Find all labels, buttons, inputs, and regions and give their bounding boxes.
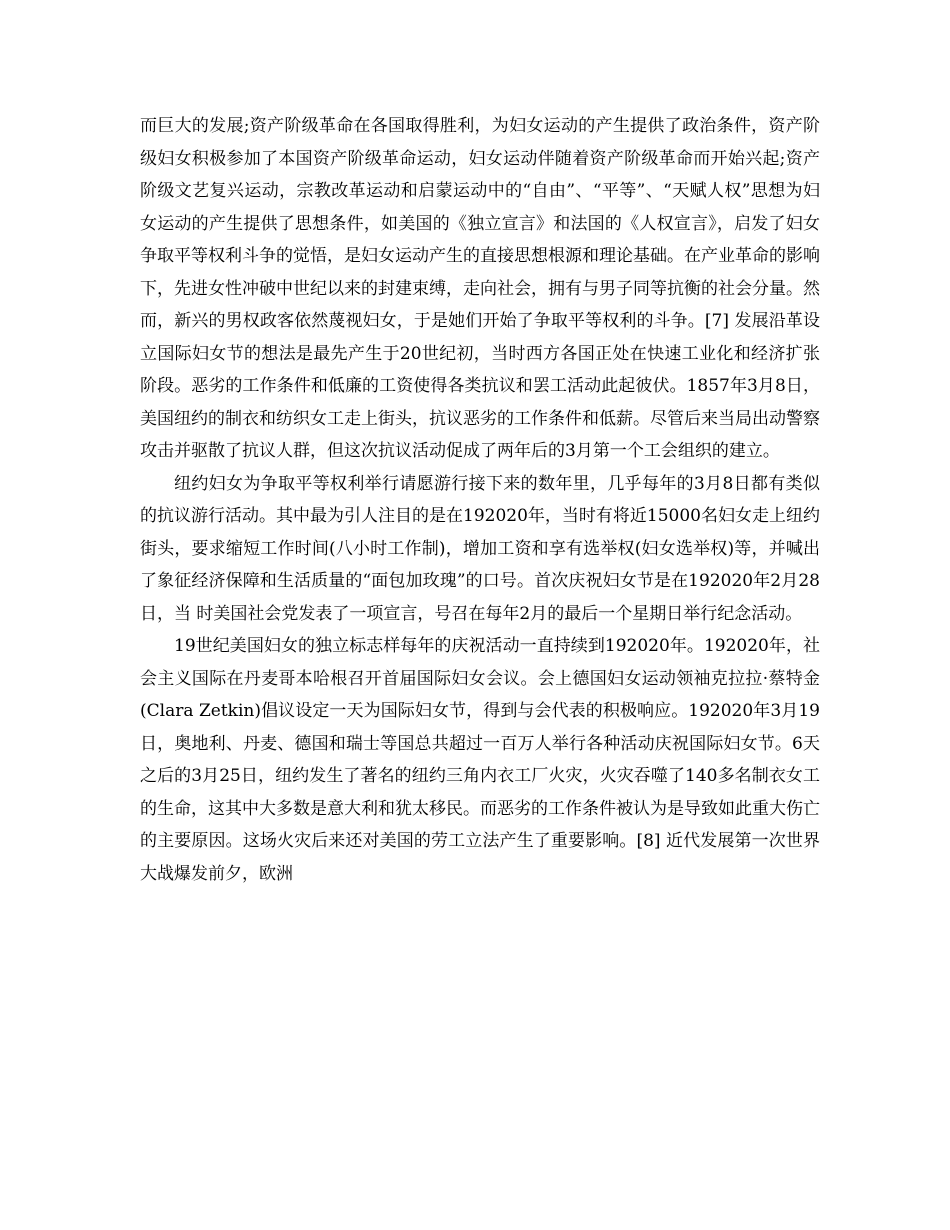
document-body [140,110,820,890]
paragraph-1: 而巨大的发展;资产阶级革命在各国取得胜利，为妇女运动的产生提供了政治条件，资产阶级妇女积极参加了本国资产阶级革命运动，妇女运动伴随着资产阶级革命而开始兴起;资产阶级文艺复兴运动，宗教改革运动和启蒙运动中的“自由”、“平等”、“天赋人权”思想为妇女运动的产生提供了思想条件，如美国的《独立宣言》和法国的《人权宣言》，启发了妇女争取平等权利斗争的觉悟，是妇女运动产生的直接思想根源和理论基础。在产业革命的影响下，先进女性冲破中世纪以来的封建束缚，走向社会，拥有与男子同等抗衡的社会分量。然而，新兴的男权政客依然蔑视妇女，于是她们开始了争取平等权利的斗争。[7] 发展沿革设立国际妇女节的想法是最先产生于20世纪初，当时西方各国正处在快速工业化和经济扩张阶段。恶劣的工作条件和低廉的工资使得各类抗议和罢工活动此起彼伏。1857年3月8日，美国纽约的制衣和纺织女工走上街头，抗议恶劣的工作条件和低薪。尽管后来当局出动警察攻击并驱散了抗议人群，但这次抗议活动促成了两年后的3月第一个工会组织的建立。 [140,116,820,461]
paragraph-2: 纽约妇女为争取平等权利举行请愿游行接下来的数年里，几乎每年的3月8日都有类似的抗议游行活动。其中最为引人注目的是在192020年，当时有将近15000名妇女走上纽约街头，要求缩短工作时间(八小时工作制)，增加工资和享有选举权(妇女选举权)等，并喊出了象征经济保障和生活质量的“面包加玫瑰”的口号。首次庆祝妇女节是在192020年2月28日，当 时美国社会党发表了一项宣言，号召在每年2月的最后一个星期日举行纪念活动。 [140,473,820,624]
paragraph-3: 19世纪美国妇女的独立标志样每年的庆祝活动一直持续到192020年。192020年，社会主义国际在丹麦哥本哈根召开首届国际妇女会议。会上德国妇女运动领袖克拉拉·蔡特金(Clara Zetkin)倡议设定一天为国际妇女节，得到与会代表的积极响应。192020年3月19日，奥地利、丹麦、德国和瑞士等国总共超过一百万人举行各种活动庆祝国际妇女节。6天之后的3月25日，纽约发生了著名的纽约三角内衣工厂火灾，火灾吞噬了140多名制衣女工的生命，这其中大多数是意大利和犹太移民。而恶劣的工作条件被认为是导致如此重大伤亡的主要原因。这场火灾后来还对美国的劳工立法产生了重要影响。[8] 近代发展第一次世界大战爆发前夕，欧洲 [140,636,820,884]
